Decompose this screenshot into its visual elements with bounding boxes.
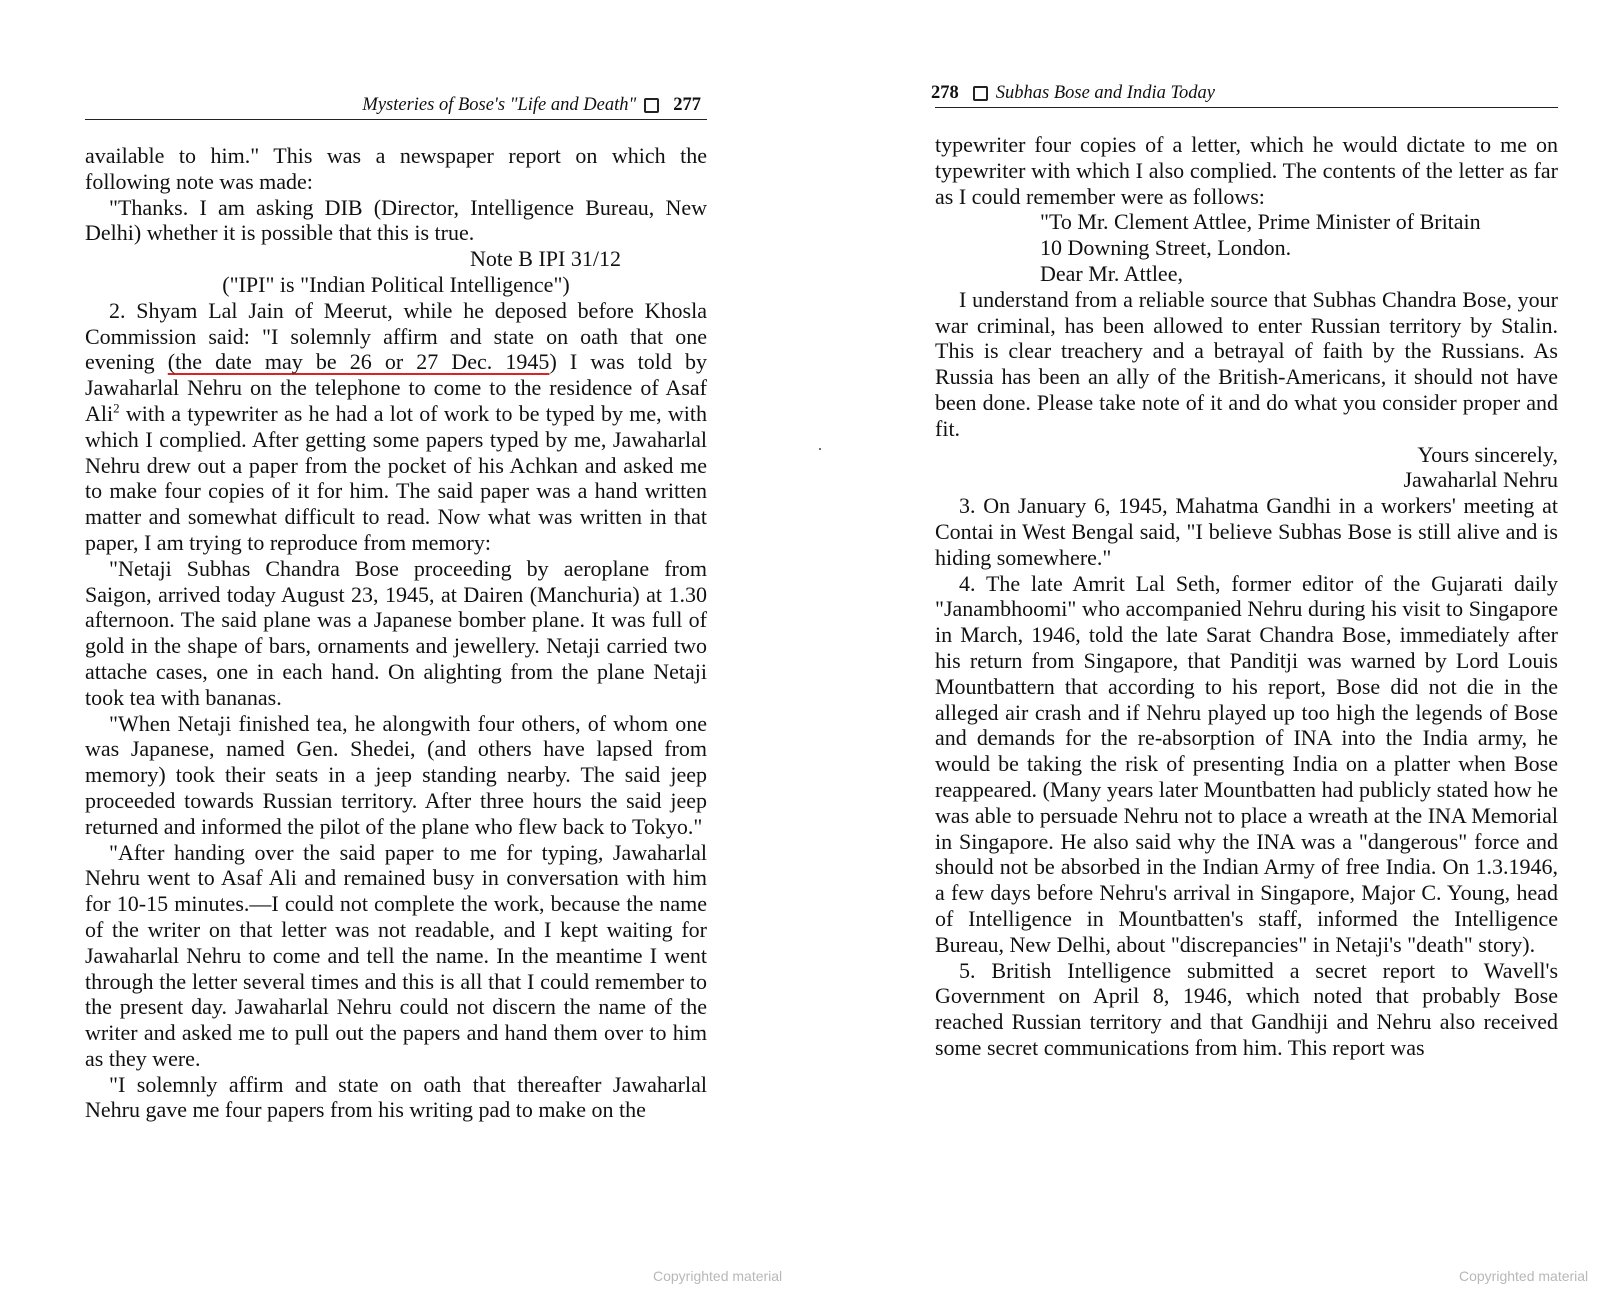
left-page-number: 277 [673,95,701,115]
highlighted-date: (the date may be 26 or 27 Dec. 1945 [167,349,550,375]
left-page-body [85,143,707,1123]
letter-sign-off: Yours sincerely, [1417,441,1558,467]
letter-body: I understand from a reliable source that Subhas Chandra Bose, your war criminal, has been allowed to enter Russian territory by Stalin. This is clear treachery and a betrayal of faith by the Russians. As Russia has been an ally of the British-Americans, it should not have been done. Please take note of it and do what you consider proper and fit. [935,286,1558,441]
right-header-title: Subhas Bose and India Today [995,83,1216,103]
paragraph: "Netaji Subhas Chandra Bose proceeding by aeroplane from Saigon, arrived today August 23, 1945, at Dairen (Manchuria) at 1.30 afternoon. The said plane was a Japanese bomber plane. It was full of gold in the shape of bars, ornaments and jewellery. Netaji carried two attache cases, one in each hand. On alighting from the plane Netaji took tea with bananas. [85,555,707,710]
paragraph: 2. Shyam Lal Jain of Meerut, while he deposed before Khosla Commission said: "I solemnly affirm and state on oath that one evening (the date may be 26 or 27 Dec. 1945) I was told by Jawaharlal Nehru on the telephone to come to the residence of Asaf Ali$^2$ with a typewriter as he had a lot of work to be typed by me, with which I complied. After getting some papers typed by me, Jawaharlal Nehru drew out a paper from the pocket of his Achkan and asked me to make four copies of it for him. The said paper was a hand written matter and somewhat difficult to read. Now what was written in that paper, I am trying to reproduce from memory: [85,297,707,555]
square-bullet-icon [973,86,988,101]
right-page-number: 278 [931,83,959,103]
paragraph: typewriter four copies of a letter, which he would dictate to me on typewriter with which I also complied. The contents of the letter as far as I could remember were as follows: [935,132,1558,209]
paragraph: "When Netaji finished tea, he alongwith four others, of whom one was Japanese, named Gen. Shedei, (and others have lapsed from memory) took their seats in a jeep standing nearby. The said jeep proceeded towards Russian territory. After three hours the said jeep returned and informed the pilot of the plane who flew back to Tokyo." [85,710,707,839]
paragraph: "After handing over the said paper to me for typing, Jawaharlal Nehru went to Asaf Ali and remained busy in conversation with him for 10-15 minutes.—I could not complete the work, because the name of the writer on that letter was not readable, and I kept waiting for Jawaharlal Nehru to come and tell the name. In the meantime I went through the letter several times and this is all that I could remember to the present day. Jawaharlal Nehru could not discern the name of the writer and asked me to pull out the papers and hand them over to him as they were. [85,839,707,1071]
left-header-title: Mysteries of Bose's "Life and Death" [362,95,637,115]
paragraph: "Thanks. I am asking DIB (Director, Intelligence Bureau, New Delhi) whether it is possible that this is true. [85,194,707,246]
right-running-header [931,80,1558,108]
paragraph: 3. On January 6, 1945, Mahatma Gandhi in a workers' meeting at Contai in West Bengal said, "I believe Subhas Bose is still alive and is hiding somewhere." [935,493,1558,570]
square-bullet-icon [644,98,659,113]
note-reference: Note B IPI 31/12 [470,246,621,272]
copyright-watermark-left: Copyrighted material [653,1268,783,1284]
copyright-watermark-right: Copyrighted material [1459,1268,1589,1284]
paragraph: 5. British Intelligence submitted a secret report to Wavell's Government on April 8, 1946, which noted that probably Bose reached Russian territory and that Gandhiji and Nehru also received some secret communications from him. This report was [935,957,1558,1060]
letter-addressee: "To Mr. Clement Attlee, Prime Minister of Britain [1040,209,1481,235]
stray-mark [819,448,821,450]
letter-address: 10 Downing Street, London. [1040,235,1292,261]
left-running-header [85,92,707,120]
paragraph: available to him." This was a newspaper report on which the following note was made: [85,143,707,194]
letter-salutation: Dear Mr. Attlee, [1040,260,1183,286]
paragraph: "I solemnly affirm and state on oath that thereafter Jawaharlal Nehru gave me four papers from his writing pad to make on the [85,1071,707,1123]
footnote-marker: 2 [113,400,120,416]
ipi-note: ("IPI" is "Indian Political Intelligence") [222,271,570,297]
letter-signature: Jawaharlal Nehru [1403,467,1558,493]
right-page-body [935,132,1558,1061]
paragraph: 4. The late Amrit Lal Seth, former editor of the Gujarati daily "Janambhoomi" who accompanied Nehru during his visit to Singapore in March, 1946, told the late Sarat Chandra Bose, immediately after his return from Singapore, that Panditji was warned by Lord Louis Mountbattern that according to his report, Bose did not die in the alleged air crash and if Nehru played up too high the legends of Bose and demands for the re-absorption of INA into the India army, he would be taking the risk of presenting India on a platter when Bose reappeared. (Many years later Mountbatten had publicly stated how he was able to persuade Nehru not to place a wreath at the INA Memorial in Singapore. He also said why the INA was a "dangerous" force and should not be absorbed in the Indian Army of free India. On 1.3.1946, a few days before Nehru's arrival in Singapore, Major C. Young, head of Intelligence in Mountbatten's staff, informed the Intelligence Bureau, New Delhi, about "discrepancies" in Netaji's "death" story). [935,570,1558,957]
